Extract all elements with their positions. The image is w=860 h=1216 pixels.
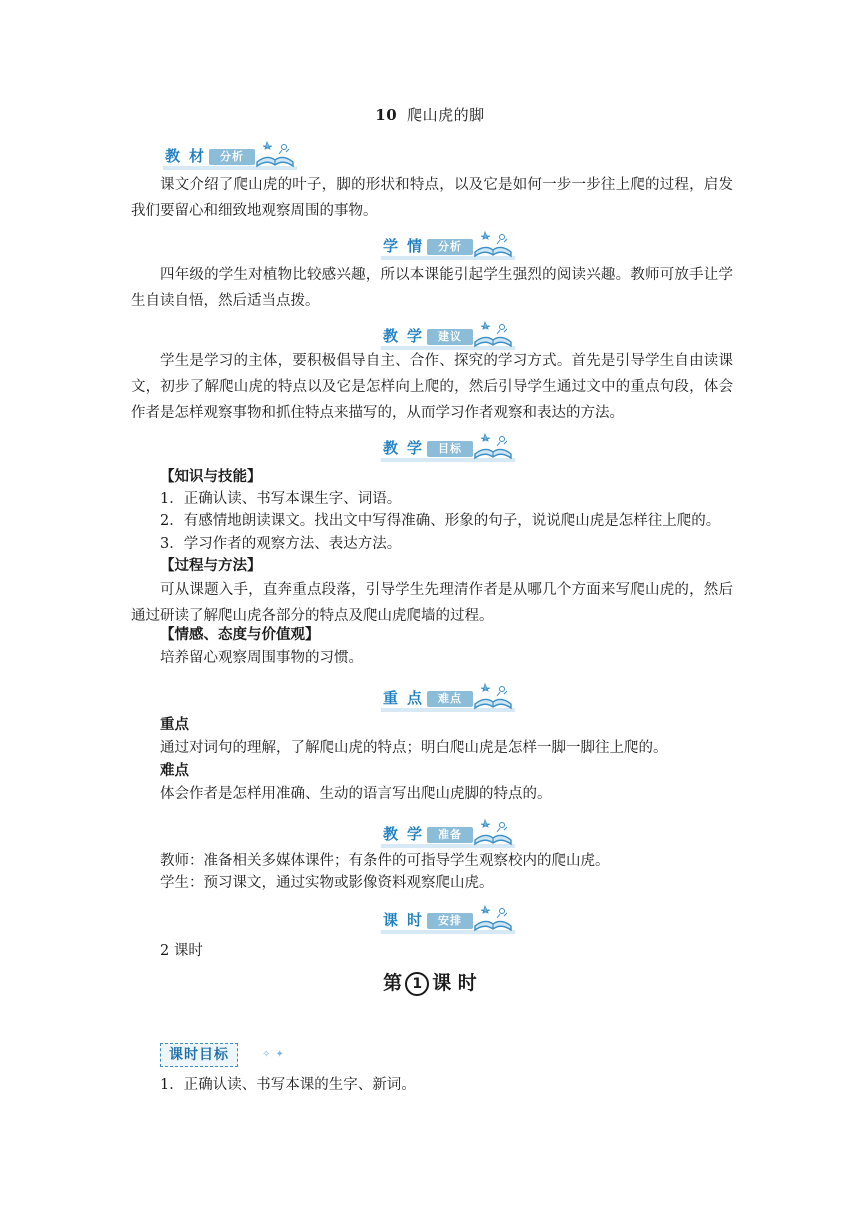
paragraph-class-hours: 2 课时 — [160, 943, 203, 959]
section-heading-char: 教 — [165, 147, 181, 165]
heading-key-point: 重点 — [160, 717, 189, 733]
section-heading-char: 教 — [383, 327, 399, 345]
paragraph-teaching-suggestion: 学生是学习的主体，要积极倡导自主、合作、探究的学习方式。首先是引导学生自由读课文，初步了解爬山虎的特点以及它是怎样向上爬的，然后引导学生通过文中的重点句段，体会作者是怎样观察事物和抓住特点来描写的，从而学习作者观察和表达的方法。 — [131, 353, 733, 421]
section-heading-char: 学 — [407, 439, 423, 457]
lesson-period-number: 1 — [405, 972, 429, 996]
goal-item: 1．正确认读、书写本课生字、词语。 — [160, 491, 402, 507]
goal-item: 3．学习作者的观察方法、表达方法。 — [160, 536, 402, 552]
section-heading-tab: 分析 — [427, 239, 473, 255]
open-book-icon — [471, 902, 515, 934]
heading-process-method: 【过程与方法】 — [160, 558, 262, 574]
section-heading-tab: 建议 — [427, 329, 473, 345]
paragraph-teacher-prep: 教师：准备相关多媒体课件；有条件的可指导学生观察校内的爬山虎。 — [160, 853, 610, 869]
section-heading-char: 课 — [383, 911, 399, 929]
section-heading-tab: 难点 — [427, 691, 473, 707]
lesson-title — [0, 104, 860, 125]
section-heading-char: 学 — [383, 237, 399, 255]
period-goals-label — [160, 1043, 290, 1069]
period-goal-item: 1．正确认读、书写本课的生字、新词。 — [160, 1077, 416, 1093]
lesson-period-suffix: 课 时 — [432, 972, 477, 994]
section-heading-char: 时 — [407, 911, 423, 929]
section-heading-tab: 分析 — [209, 149, 255, 165]
section-heading-char: 材 — [189, 147, 205, 165]
lesson-number: 10 — [375, 106, 398, 124]
period-goals-label-text: 课时目标 — [160, 1043, 238, 1067]
section-heading-char: 点 — [407, 689, 423, 707]
lesson-title-text: 爬山虎的脚 — [407, 106, 485, 124]
paragraph-process-method: 可从课题入手，直奔重点段落，引导学生先理清作者是从哪几个方面来写爬山虎的，然后通过研读了解爬山虎各部分的特点及爬山虎爬墙的过程。 — [131, 582, 733, 624]
section-heading-char: 情 — [407, 237, 423, 255]
paragraph-key-point: 通过对词句的理解，了解爬山虎的特点；明白爬山虎是怎样一脚一脚往上爬的。 — [160, 740, 668, 756]
section-heading-char: 教 — [383, 825, 399, 843]
lesson-period-prefix: 第 — [383, 972, 403, 994]
heading-difficult-point: 难点 — [160, 763, 189, 779]
lesson-period-heading — [0, 968, 860, 996]
goal-item: 2．有感情地朗读课文。找出文中写得准确、形象的句子，说说爬山虎是怎样往上爬的。 — [160, 513, 721, 529]
paragraph-student-prep: 学生：预习课文，通过实物或影像资料观察爬山虎。 — [160, 875, 494, 891]
heading-knowledge-skills: 【知识与技能】 — [160, 469, 262, 485]
open-book-icon — [471, 318, 515, 350]
paragraph-student-analysis: 四年级的学生对植物比较感兴趣，所以本课能引起学生强烈的阅读兴趣。教师可放手让学生自读自悟，然后适当点拨。 — [131, 267, 733, 309]
section-heading-tab: 目标 — [427, 441, 473, 457]
section-heading-char: 教 — [383, 439, 399, 457]
open-book-icon — [471, 228, 515, 260]
paragraph-difficult-point: 体会作者是怎样用准确、生动的语言写出爬山虎脚的特点的。 — [160, 786, 552, 802]
open-book-icon — [471, 816, 515, 848]
open-book-icon — [253, 138, 297, 170]
sparkle-icon: ✧ ✦ — [262, 1049, 285, 1060]
section-heading-char: 重 — [383, 689, 399, 707]
open-book-icon — [471, 680, 515, 712]
open-book-icon — [471, 430, 515, 462]
section-heading-char: 学 — [407, 825, 423, 843]
paragraph-textbook-analysis: 课文介绍了爬山虎的叶子，脚的形状和特点，以及它是如何一步一步往上爬的过程，启发我们要留心和细致地观察周围的事物。 — [131, 177, 733, 219]
heading-emotion-values: 【情感、态度与价值观】 — [160, 627, 320, 643]
section-heading-tab: 安排 — [427, 913, 473, 929]
section-heading-tab: 准备 — [427, 827, 473, 843]
paragraph-emotion-values: 培养留心观察周围事物的习惯。 — [160, 650, 363, 666]
section-heading-char: 学 — [407, 327, 423, 345]
